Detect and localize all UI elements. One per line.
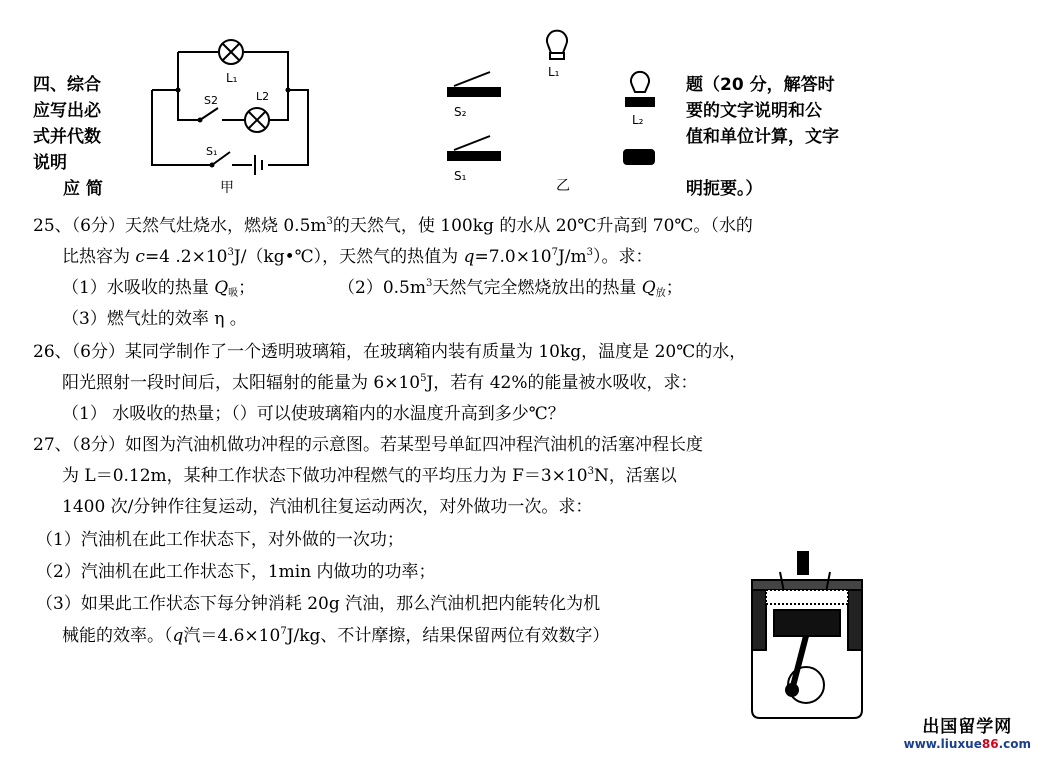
physical-circuit-yi bbox=[440, 20, 670, 200]
header-right-line: 要的文字说明和公 bbox=[686, 101, 822, 121]
label-jia: 甲 bbox=[220, 180, 234, 196]
q25-sub1 bbox=[62, 278, 255, 298]
q25-sub1-sub: 吸 bbox=[228, 288, 239, 299]
watermark-title: 出国留学网 bbox=[922, 717, 1013, 737]
q25-sub2-mid: 天然气完全燃烧放出的热量 bbox=[432, 278, 642, 298]
q25-head: 25、（6分）天然气灶烧水，燃烧 0.5m bbox=[33, 216, 327, 236]
q27-sub2: （2）汽油机在此工作状态下，1min 内做功的功率； bbox=[36, 562, 436, 582]
q25-q: q bbox=[463, 247, 475, 267]
q25-l2d: J/（kg•℃），天然气的热值为 bbox=[233, 247, 464, 267]
q25-head-sup: 3 bbox=[326, 216, 333, 227]
q25-sub2 bbox=[338, 278, 683, 298]
q25-head-rest: 的天然气，使 100kg 的水从 20℃升高到 70℃。（水的 bbox=[332, 216, 753, 236]
q25-sub1-end: ； bbox=[238, 278, 256, 298]
label-yi: 乙 bbox=[556, 178, 570, 194]
q25-sub2-text: （2）0.5m bbox=[338, 278, 426, 298]
header-left-line: 说明 bbox=[33, 153, 67, 173]
q25-sub2-sub: 放 bbox=[655, 288, 666, 299]
q26-line2 bbox=[62, 373, 698, 393]
header-right-line bbox=[686, 150, 839, 176]
watermark bbox=[904, 712, 1031, 751]
header-left-line: 应写出必 bbox=[33, 101, 101, 121]
header-left-line: 式并代数 bbox=[33, 127, 101, 147]
label-l1: L₁ bbox=[226, 71, 238, 85]
engine-diagram bbox=[744, 550, 870, 720]
q27-sub3: （3）如果此工作状态下每分钟消耗 20g 汽油，那么汽油机把内能转化为机 bbox=[36, 594, 601, 614]
circuit-diagram-jia bbox=[140, 30, 320, 200]
header-left-line: 应 简 bbox=[63, 179, 103, 199]
section-header-left bbox=[33, 72, 103, 202]
q25-sup2: 7 bbox=[551, 247, 558, 258]
q25-line2 bbox=[62, 247, 653, 267]
q27-s3b-b: 汽＝4.6×10 bbox=[183, 626, 281, 646]
q27-l2a: 为 L＝0.12m，某种工作状态下做功冲程燃气的平均压力为 F＝3×10 bbox=[62, 466, 588, 486]
q25-c: c bbox=[135, 247, 145, 267]
q25-sup1: 3 bbox=[227, 247, 234, 258]
q27-s3b-sup: 7 bbox=[280, 626, 287, 637]
q25-l2f: J/m bbox=[557, 247, 587, 267]
q27-line1: 27、（8分）如图为汽油机做功冲程的示意图。若某型号单缸四冲程汽油机的活塞冲程长度 bbox=[33, 435, 703, 455]
label-l1-yi: L₁ bbox=[548, 65, 560, 79]
q25-sub2-Q: Q bbox=[641, 278, 656, 298]
q27-sup: 3 bbox=[587, 466, 594, 477]
watermark-url-c: .com bbox=[998, 737, 1031, 751]
q25-l2g: ）。求： bbox=[593, 247, 653, 267]
watermark-url-a: www.liuxue bbox=[903, 737, 982, 751]
label-s2-yi: S₂ bbox=[454, 105, 467, 119]
watermark-url bbox=[904, 737, 1031, 751]
header-right-line: 值和单位计算，文字 bbox=[686, 127, 839, 147]
q25-sub2-end: ； bbox=[665, 278, 683, 298]
q26-line1: 26、（6分）某同学制作了一个透明玻璃箱，在玻璃箱内装有质量为 10kg，温度是 20℃的水， bbox=[33, 342, 747, 362]
q27-s3b-c: J/kg、不计摩擦，结果保留两位有效数字） bbox=[286, 626, 610, 646]
label-s1: S₁ bbox=[206, 145, 218, 158]
q27-line2 bbox=[62, 466, 677, 486]
q26-sup: 5 bbox=[420, 373, 427, 384]
section-header-right bbox=[686, 72, 839, 202]
q25-l2e: =7.0×10 bbox=[474, 247, 552, 267]
header-left-line: 四、综合 bbox=[33, 75, 101, 95]
label-l2: L2 bbox=[256, 90, 270, 103]
q25-sub3: （3）燃气灶的效率 η 。 bbox=[62, 309, 247, 329]
q25-l2a: 比热容为 bbox=[62, 247, 136, 267]
q25-l2b: =4 .2×10 bbox=[144, 247, 228, 267]
header-right-line: 明扼要。） bbox=[686, 179, 763, 199]
label-s2: S2 bbox=[204, 94, 218, 107]
q27-l2b: N，活塞以 bbox=[593, 466, 677, 486]
q27-sub1: （1）汽油机在此工作状态下，对外做的一次功； bbox=[36, 530, 404, 550]
q25-sub2-sup: 3 bbox=[425, 278, 433, 289]
q27-sub3b bbox=[62, 626, 609, 646]
q26-l2b: J，若有 42%的能量被水吸收，求： bbox=[426, 373, 698, 393]
q25-sub1-Q: Q bbox=[214, 278, 229, 298]
q25-sub1-text: （1）水吸收的热量 bbox=[62, 278, 215, 298]
q27-s3b-q: q bbox=[172, 626, 184, 646]
watermark-url-b: 86 bbox=[981, 737, 999, 751]
q25-sup3: 3 bbox=[586, 247, 594, 258]
q26-l2a: 阳光照射一段时间后，太阳辐射的能量为 6×10 bbox=[62, 373, 421, 393]
q26-line3: （1） 水吸收的热量；（）可以使玻璃箱内的水温度升高到多少℃？ bbox=[62, 404, 565, 424]
label-s1-yi: S₁ bbox=[454, 169, 467, 183]
q27-s3b-a: 械能的效率。（ bbox=[62, 626, 173, 646]
q27-line3: 1400 次/分钟作往复运动，汽油机往复运动两次，对外做功一次。求： bbox=[62, 497, 593, 517]
label-l2-yi: L₂ bbox=[632, 113, 644, 127]
header-right-line: 题（20 分，解答时 bbox=[686, 75, 835, 95]
q25-line1 bbox=[33, 216, 753, 236]
